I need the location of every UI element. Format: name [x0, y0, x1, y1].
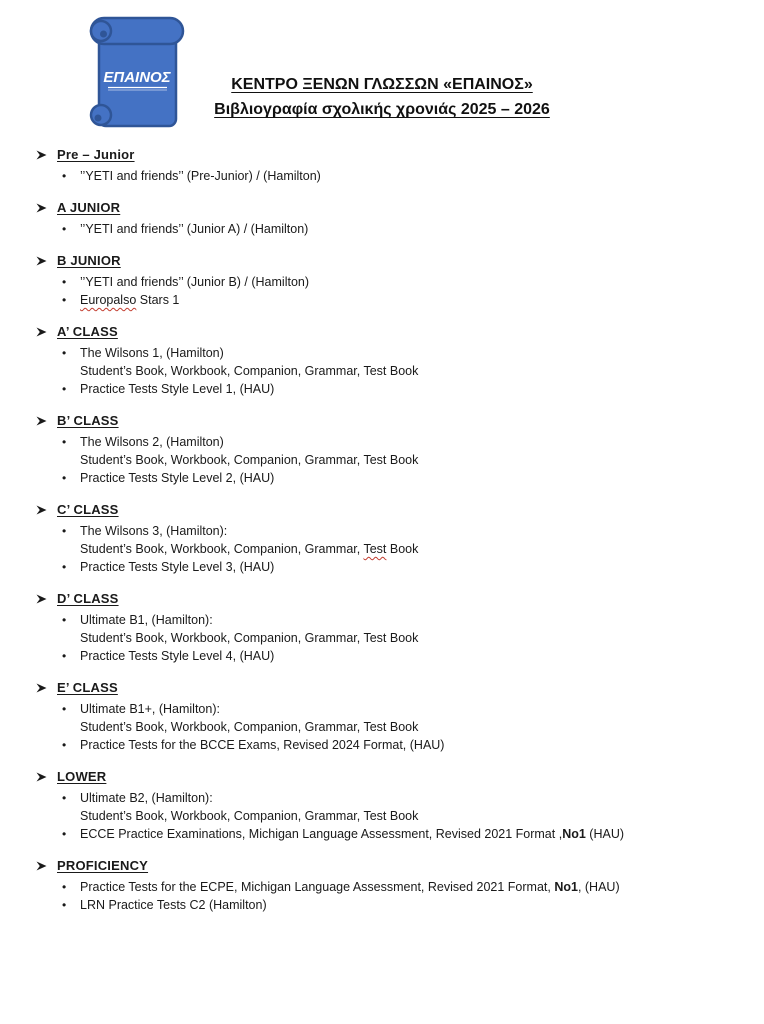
book-components-text: Book — [386, 542, 419, 556]
book-item — [35, 469, 735, 487]
section-b-junior — [35, 252, 735, 309]
document-subtitle: Βιβλιογραφία σχολικής χρονιάς 2025 – 2026 — [214, 101, 550, 118]
book-item — [35, 700, 735, 736]
bibliography-list — [35, 146, 735, 928]
book-item — [35, 647, 735, 665]
book-components: Student’s Book, Workbook, Companion, Grammar, Test Book — [80, 809, 419, 823]
section-heading: E’ CLASS — [57, 680, 118, 695]
book-title: ’’YETI and friends’’ (Junior A) / (Hamilton) — [80, 222, 309, 236]
section-heading: Pre – Junior — [57, 147, 135, 162]
book-item — [35, 825, 735, 843]
book-title: LRN Practice Tests C2 (Hamilton) — [80, 898, 267, 912]
section-heading: B’ CLASS — [57, 413, 119, 428]
book-item — [35, 878, 735, 896]
section-heading: B JUNIOR — [57, 253, 121, 268]
book-item — [35, 789, 735, 825]
bullet-icon: • — [62, 791, 67, 805]
section-pre-junior — [35, 146, 735, 185]
book-title: Practice Tests Style Level 3, (HAU) — [80, 560, 275, 574]
book-title: The Wilsons 1, (Hamilton) — [80, 346, 224, 360]
bullet-icon: • — [62, 827, 67, 841]
arrowhead-right-icon — [35, 771, 57, 783]
arrowhead-right-icon — [35, 860, 57, 872]
bullet-icon: • — [62, 346, 67, 360]
book-title: Practice Tests for the BCCE Exams, Revised 2024 Format, (HAU) — [80, 738, 445, 752]
arrowhead-right-icon — [35, 255, 57, 267]
book-title: The Wilsons 2, (Hamilton) — [80, 435, 224, 449]
bullet-icon: • — [62, 560, 67, 574]
section-a-class — [35, 323, 735, 398]
book-title: The Wilsons 3, (Hamilton): — [80, 524, 228, 538]
book-item — [35, 167, 735, 185]
bullet-icon: • — [62, 649, 67, 663]
bullet-icon: • — [62, 898, 67, 912]
bullet-icon: • — [62, 169, 67, 183]
book-title: Ultimate B1+, (Hamilton): — [80, 702, 220, 716]
bullet-icon: • — [62, 222, 67, 236]
section-d-class — [35, 590, 735, 665]
section-heading: D’ CLASS — [57, 591, 119, 606]
arrowhead-right-icon — [35, 593, 57, 605]
book-title: Stars 1 — [136, 293, 180, 307]
book-item — [35, 220, 735, 238]
book-item — [35, 433, 735, 469]
book-item — [35, 896, 735, 914]
book-item — [35, 380, 735, 398]
bullet-icon: • — [62, 702, 67, 716]
book-title: Practice Tests Style Level 4, (HAU) — [80, 649, 275, 663]
logo-text: ΕΠΑΙΝΟΣ — [103, 69, 171, 86]
book-title: ECCE Practice Examinations, Michigan Language Assessment, Revised 2021 Format , — [80, 827, 563, 841]
bullet-icon: • — [62, 880, 67, 894]
book-title: Practice Tests Style Level 2, (HAU) — [80, 471, 275, 485]
arrowhead-right-icon — [35, 202, 57, 214]
arrowhead-right-icon — [35, 415, 57, 427]
section-e-class — [35, 679, 735, 754]
section-proficiency — [35, 857, 735, 914]
book-title: Ultimate B1, (Hamilton): — [80, 613, 213, 627]
book-components: Student’s Book, Workbook, Companion, Grammar, Test Book — [80, 720, 419, 734]
arrowhead-right-icon — [35, 326, 57, 338]
book-components: Student’s Book, Workbook, Companion, Grammar, Test Book — [80, 631, 419, 645]
bullet-icon: • — [62, 471, 67, 485]
book-item — [35, 273, 735, 291]
book-item — [35, 736, 735, 754]
document-title: ΚΕΝΤΡΟ ΞΕΝΩΝ ΓΛΩΣΣΩΝ «ΕΠΑΙΝΟΣ» — [231, 76, 533, 93]
section-heading: PROFICIENCY — [57, 858, 149, 873]
section-c-class — [35, 501, 735, 576]
section-heading: C’ CLASS — [57, 502, 119, 517]
book-title: Practice Tests Style Level 1, (HAU) — [80, 382, 275, 396]
misspelled-word: Europalso — [80, 293, 137, 307]
book-item — [35, 611, 735, 647]
bullet-icon: • — [62, 613, 67, 627]
book-title: Ultimate B2, (Hamilton): — [80, 791, 213, 805]
section-a-junior — [35, 199, 735, 238]
bullet-icon: • — [62, 382, 67, 396]
arrowhead-right-icon — [35, 504, 57, 516]
book-title: (HAU) — [585, 827, 625, 841]
section-b-class — [35, 412, 735, 487]
book-item — [35, 558, 735, 576]
arrowhead-right-icon — [35, 682, 57, 694]
book-components-text: Student’s Book, Workbook, Companion, Grammar, — [80, 542, 364, 556]
bullet-icon: • — [62, 275, 67, 289]
book-components: Student’s Book, Workbook, Companion, Grammar, Test Book — [80, 364, 419, 378]
bullet-icon: • — [62, 293, 67, 307]
book-item — [35, 291, 735, 309]
bullet-icon: • — [62, 524, 67, 538]
book-components: Student’s Book, Workbook, Companion, Grammar, Test Book — [80, 453, 419, 467]
document-header — [0, 72, 764, 122]
book-title-emphasis: No1 — [554, 880, 578, 894]
book-components — [80, 540, 735, 558]
book-title: ’’YETI and friends’’ (Pre-Junior) / (Hamilton) — [80, 169, 321, 183]
book-title: Practice Tests for the ECPE, Michigan Language Assessment, Revised 2021 Format, — [80, 880, 555, 894]
book-item — [35, 522, 735, 558]
section-heading: LOWER — [57, 769, 107, 784]
book-item — [35, 344, 735, 380]
section-heading: A JUNIOR — [57, 200, 121, 215]
bullet-icon: • — [62, 738, 67, 752]
section-heading: A’ CLASS — [57, 324, 118, 339]
book-title: ’’YETI and friends’’ (Junior B) / (Hamilton) — [80, 275, 310, 289]
bullet-icon: • — [62, 435, 67, 449]
misspelled-word: Test — [363, 542, 387, 556]
book-title: , (HAU) — [577, 880, 620, 894]
arrowhead-right-icon — [35, 149, 57, 161]
section-lower — [35, 768, 735, 843]
book-title-emphasis: No1 — [562, 827, 586, 841]
